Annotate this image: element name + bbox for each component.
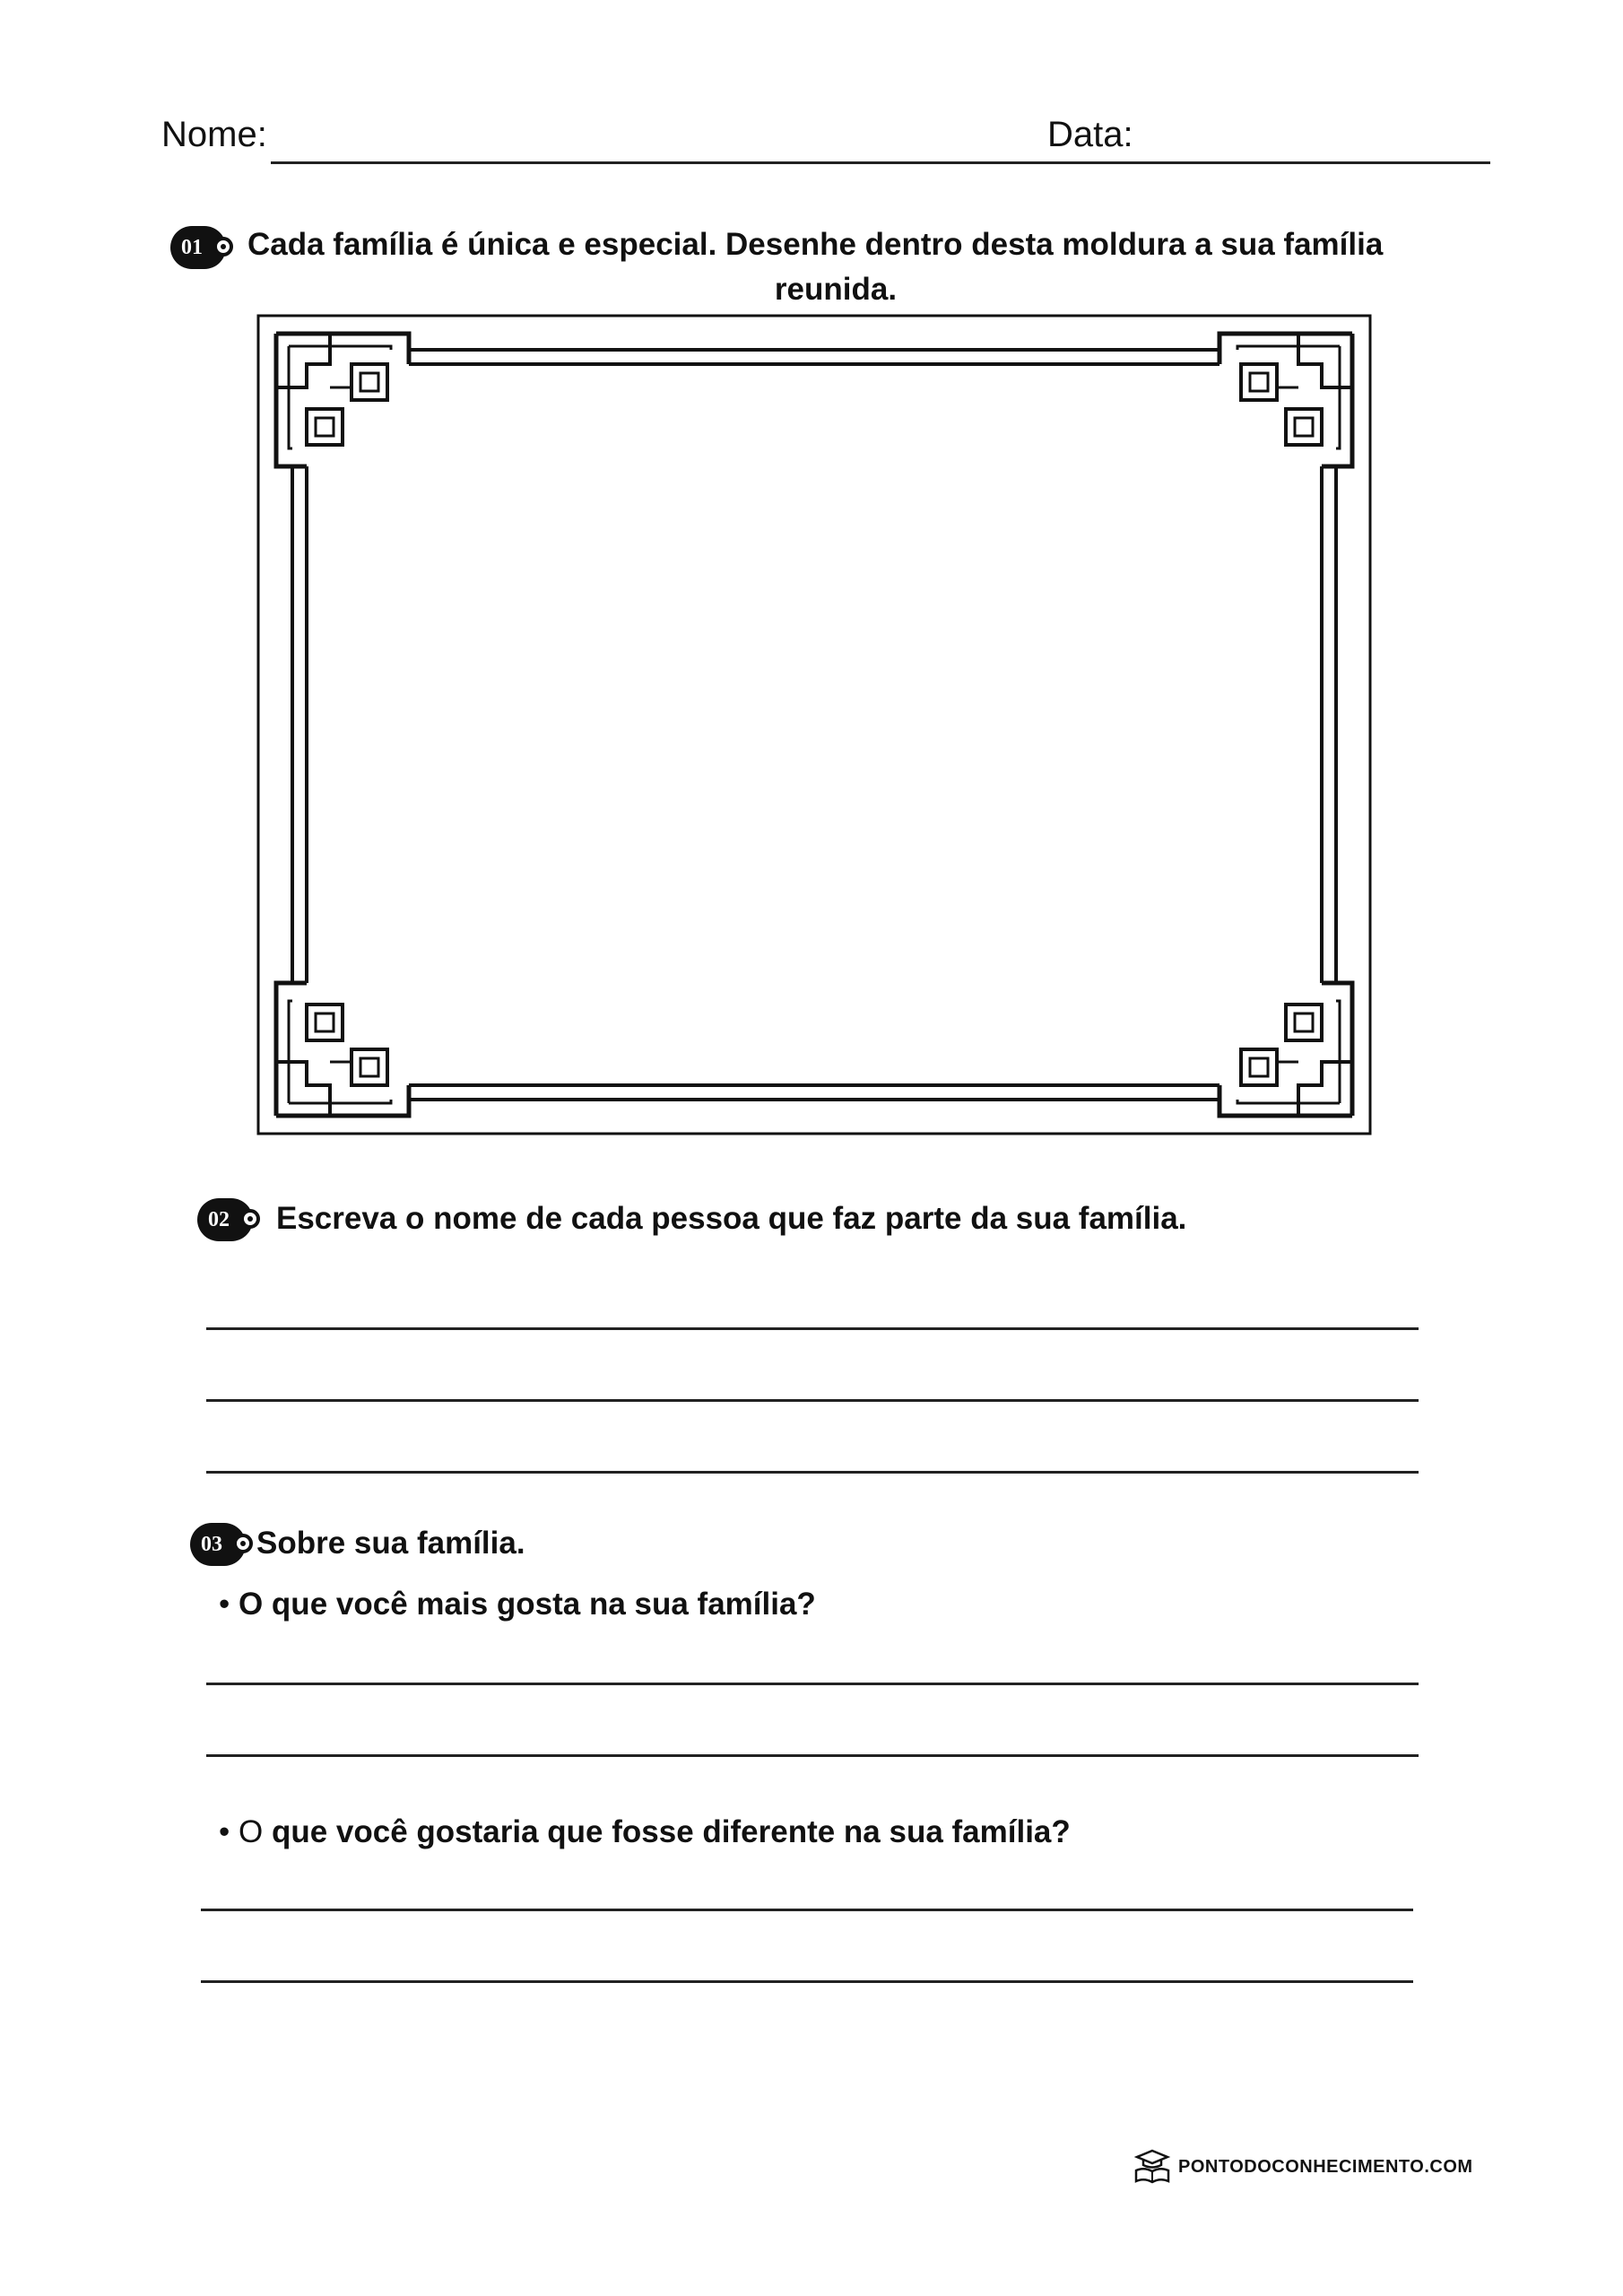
question-badge-01 — [170, 226, 233, 269]
frame-corner-top-right — [1219, 334, 1352, 466]
date-label: Data: — [1047, 115, 1133, 154]
bullet-dot: • — [219, 1587, 239, 1622]
question-number: 02 — [197, 1198, 253, 1241]
question-text-03: Sobre sua família. — [256, 1526, 525, 1561]
question-number: 03 — [190, 1523, 246, 1566]
answer-line[interactable] — [201, 1909, 1413, 1911]
answer-line[interactable] — [206, 1683, 1419, 1685]
question-number: 01 — [170, 226, 226, 269]
question-text-01-line2: reunida. — [774, 272, 898, 307]
footer-site: PONTODOCONHECIMENTO.COM — [1178, 2156, 1473, 2177]
footer-brand — [1133, 2149, 1473, 2185]
date-line[interactable] — [1042, 161, 1490, 164]
bullet-text: O que você mais gosta na sua família? — [238, 1587, 816, 1622]
bullet-prefix: O — [238, 1814, 264, 1849]
frame-corner-bottom-right — [1219, 983, 1352, 1116]
answer-line[interactable] — [206, 1399, 1419, 1402]
name-label: Nome: — [161, 115, 267, 154]
answer-line[interactable] — [201, 1980, 1413, 1983]
frame-ornament — [292, 350, 1336, 1100]
book-graduation-icon — [1133, 2149, 1171, 2185]
bullet-item-1 — [219, 1582, 816, 1627]
answer-line[interactable] — [206, 1754, 1419, 1757]
frame-corner-top-left — [276, 334, 409, 466]
question-text-01-line1: Cada família é única e especial. Desenhe dentro desta moldura a sua família — [247, 227, 1384, 262]
bullet-text: que você gostaria que fosse diferente na sua família? — [271, 1814, 1071, 1849]
answer-line[interactable] — [206, 1327, 1419, 1330]
badge-dot-icon — [240, 1209, 260, 1229]
name-line[interactable] — [271, 161, 1042, 164]
bullet-item-2 — [219, 1810, 1071, 1855]
answer-line[interactable] — [206, 1471, 1419, 1474]
frame-corner-bottom-left — [276, 983, 409, 1116]
badge-dot-icon — [233, 1534, 253, 1553]
question-badge-02 — [197, 1198, 260, 1241]
bullet-dot: • — [219, 1814, 239, 1849]
drawing-frame[interactable] — [256, 314, 1372, 1135]
question-text-02: Escreva o nome de cada pessoa que faz parte da sua família. — [276, 1201, 1187, 1236]
question-badge-03 — [190, 1523, 253, 1566]
badge-dot-icon — [213, 237, 233, 257]
